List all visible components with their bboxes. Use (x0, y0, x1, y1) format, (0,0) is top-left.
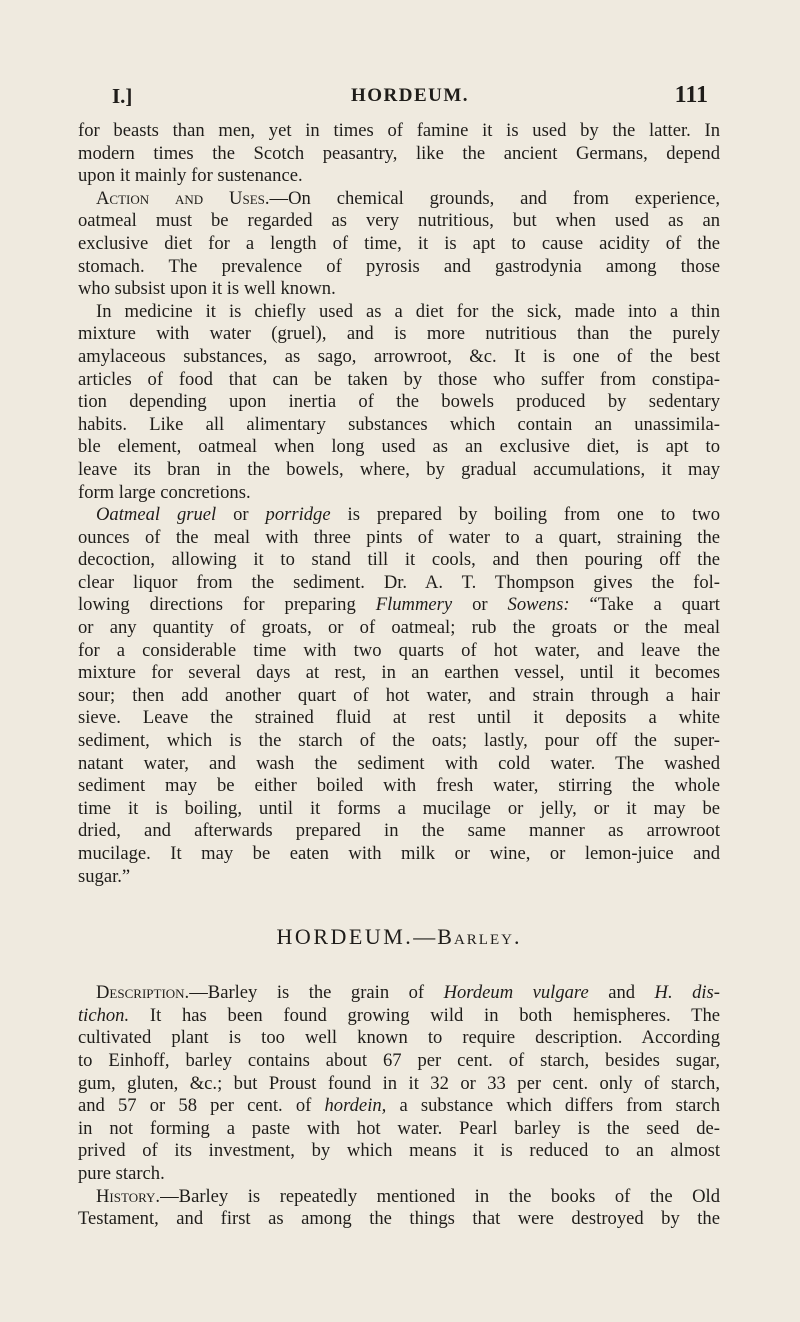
text-line: articles of food that can be taken by those who suffer from constipa- (78, 368, 720, 390)
text-line: mucilage. It may be eaten with milk or wine, or lemon-juice and (78, 843, 720, 864)
text-line: ounces of the meal with three pints of water to a quart, straining the (78, 526, 720, 548)
text-line: exclusive diet for a length of time, it is apt to cause acidity of the (78, 232, 720, 254)
text-line: Action and Uses.—On chemical grounds, and from experience, (96, 187, 720, 209)
section-heading (78, 926, 720, 950)
text-line: ble element, oatmeal when long used as an exclusive diet, is apt to (78, 436, 720, 458)
term-h-distichon: H. dis- (654, 982, 720, 1004)
term-sowens: Sowens: (507, 594, 570, 616)
text-line: mixture with water (gruel), and is more nutritious than the purely (78, 323, 720, 345)
run-in-heading: Action and Uses. (96, 187, 270, 209)
text-line: Oatmeal gruel or porridge is prepared by boiling from one to two (96, 504, 720, 526)
paragraph-history (78, 1186, 720, 1231)
text-line: leave its bran in the bowels, where, by gradual accumulations, it may (78, 458, 720, 480)
section-heading-sub: —Barley. (413, 924, 522, 950)
term-hordein: hordein, (324, 1095, 387, 1117)
page-number: 111 (674, 82, 708, 108)
text-line: Description.—Barley is the grain of Hordeum vulgare and H. dis- (96, 982, 720, 1004)
text-line: Testament, and first as among the things that were destroyed by the (78, 1208, 720, 1230)
term-hordeum-vulgare: Hordeum vulgare (443, 982, 589, 1004)
text-line: in not forming a paste with hot water. Pearl barley is the seed de- (78, 1117, 720, 1139)
run-in-heading: Description. (96, 982, 190, 1004)
term-oatmeal-gruel: Oatmeal gruel (96, 504, 217, 526)
text-line: clear liquor from the sediment. Dr. A. T. Thompson gives the fol- (78, 571, 720, 593)
running-head (112, 84, 708, 114)
paragraph-oatmeal-gruel (78, 504, 720, 888)
text-line: sediment, which is the starch of the oats; lastly, pour off the super- (78, 730, 720, 752)
text-line: History.—Barley is repeatedly mentioned in the books of the Old (96, 1185, 720, 1207)
running-title: HORDEUM. (350, 85, 470, 106)
text-line: upon it mainly for sustenance. (78, 165, 303, 187)
paragraph-intro (78, 120, 720, 188)
text-line: cultivated plant is too well known to require description. According (78, 1027, 720, 1049)
text-line: and 57 or 58 per cent. of hordein, a substance which differs from starch (78, 1095, 720, 1117)
text-line: who subsist upon it is well known. (78, 278, 336, 300)
text-line: or any quantity of groats, or of oatmeal; rub the groats or the meal (78, 617, 720, 639)
text-line: gum, gluten, &c.; but Proust found in it 32 or 33 per cent. only of starch, (78, 1072, 720, 1094)
text-line: for a considerable time with two quarts of hot water, and leave the (78, 639, 720, 661)
text-line: oatmeal must be regarded as very nutritious, but when used as an (78, 210, 720, 232)
section-heading-main: HORDEUM. (276, 924, 414, 950)
text-line: mixture for several days at rest, in an earthen vessel, until it becomes (78, 662, 720, 684)
term-flummery: Flummery (375, 594, 453, 616)
page-body (78, 120, 720, 1231)
paragraph-description (78, 982, 720, 1185)
section-number: I.] (112, 84, 133, 108)
text-line: form large concretions. (78, 481, 251, 503)
text-line: In medicine it is chiefly used as a diet for the sick, made into a thin (96, 300, 720, 322)
text-line: lowing directions for preparing Flummery or Sowens: “Take a quart (78, 594, 720, 616)
text-line: pure starch. (78, 1162, 165, 1184)
text-line: tion depending upon inertia of the bowels produced by sedentary (78, 391, 720, 413)
text-line: habits. Like all alimentary substances which contain an unassimila- (78, 413, 720, 435)
text-line: sugar.” (78, 865, 131, 887)
run-in-heading: History. (96, 1185, 161, 1207)
paragraph-action-and-uses (78, 188, 720, 301)
text-line: sour; then add another quart of hot water, and strain through a hair (78, 684, 720, 706)
text-line: amylaceous substances, as sago, arrowroot, &c. It is one of the best (78, 345, 720, 367)
text-line: natant water, and wash the sediment with cold water. The washed (78, 752, 720, 774)
text-line: prived of its investment, by which means it is reduced to an almost (78, 1140, 720, 1162)
text-line: tichon. It has been found growing wild in both hemispheres. The (78, 1004, 720, 1026)
text-line: sediment may be either boiled with fresh water, stirring the whole (78, 775, 720, 797)
text-line: modern times the Scotch peasantry, like the ancient Germans, depend (78, 142, 720, 164)
paragraph-medicine (78, 301, 720, 504)
text-line: stomach. The prevalence of pyrosis and gastrodynia among those (78, 255, 720, 277)
text-line: decoction, allowing it to stand till it cools, and then pouring off the (78, 549, 720, 571)
text-line: sieve. Leave the strained fluid at rest until it deposits a white (78, 707, 720, 729)
term-porridge: porridge (265, 504, 331, 526)
text-line: for beasts than men, yet in times of famine it is used by the latter. In (78, 120, 720, 141)
text-line: to Einhoff, barley contains about 67 per cent. of starch, besides sugar, (78, 1049, 720, 1071)
text-line: dried, and afterwards prepared in the same manner as arrowroot (78, 820, 720, 842)
text-line: time it is boiling, until it forms a mucilage or jelly, or it may be (78, 797, 720, 819)
